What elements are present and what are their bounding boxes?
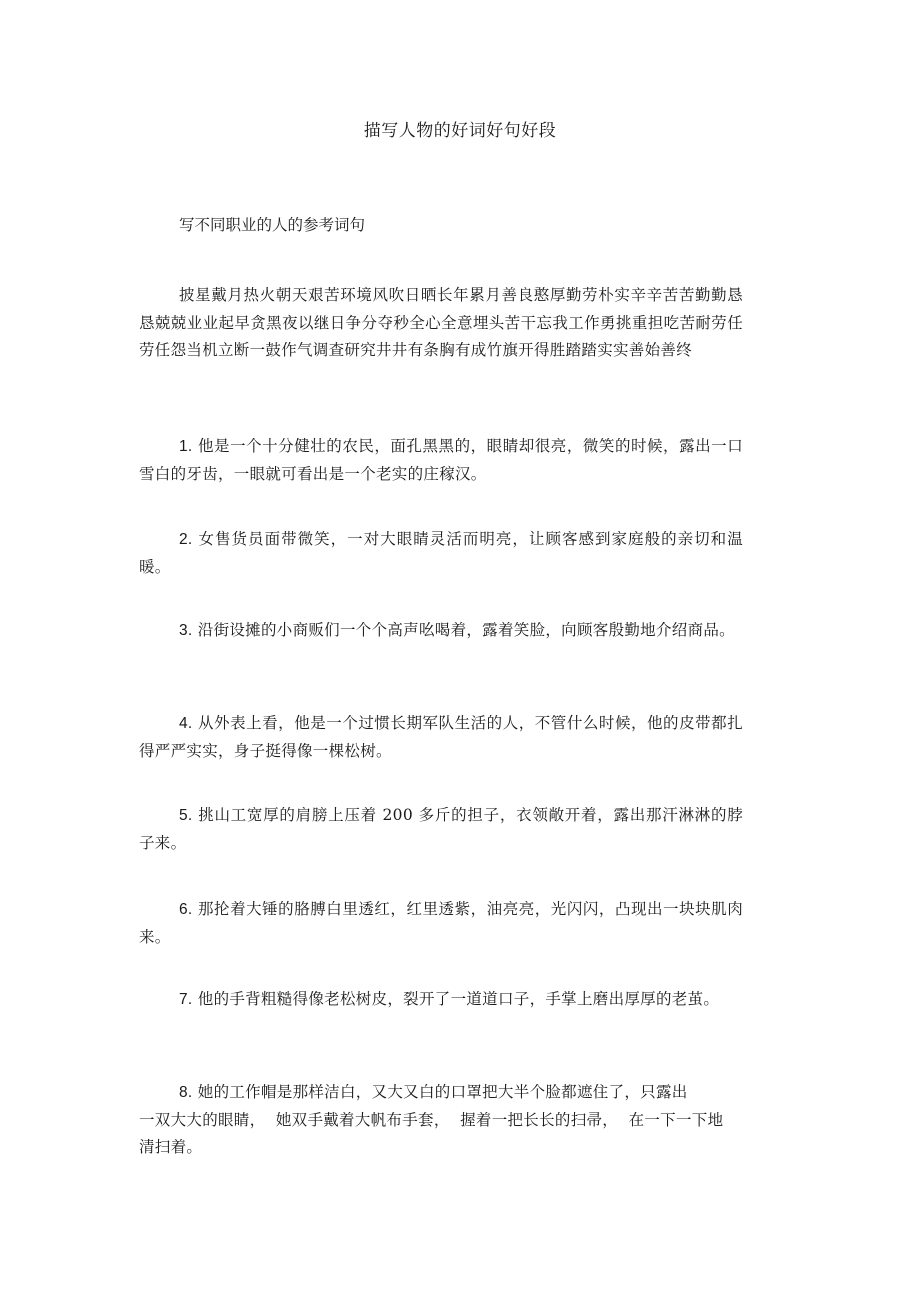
sentence-number: 8. (179, 1084, 193, 1101)
sentence-4 (139, 710, 743, 765)
sentence-line-2: 一双大大的眼睛， 她双手戴着大帆布手套， 握着一把长长的扫帚， 在一下一下地 (139, 1110, 724, 1129)
sentence-8 (139, 1079, 779, 1162)
sentence-text: 他的手背粗糙得像老松树皮，裂开了一道道口子，手掌上磨出厚厚的老茧。 (197, 990, 720, 1008)
sentence-1 (139, 433, 743, 488)
vocabulary-paragraph: 披星戴月热火朝天艰苦环境风吹日晒长年累月善良憨厚勤劳朴实辛辛苦苦勤勤恳恳兢兢业业起早贪黑夜以继日争分夺秒全心全意埋头苦干忘我工作勇挑重担吃苦耐劳任劳任怨当机立断一鼓作气调查研究井井有条胸有成竹旗开得胜踏踏实实善始善终 (139, 286, 743, 359)
sentence-3 (139, 617, 743, 645)
sentence-text: 他是一个十分健壮的农民，面孔黑黑的，眼睛却很亮，微笑的时候，露出一口雪白的牙齿，一眼就可看出是一个老实的庄稼汉。 (139, 437, 743, 483)
sentence-number: 1. (179, 438, 193, 455)
sentence-number: 3. (179, 622, 193, 639)
section-subtitle: 写不同职业的人的参考词句 (179, 216, 366, 234)
sentence-text: 女售货员面带微笑，一对大眼睛灵活而明亮，让顾客感到家庭般的亲切和温暖。 (139, 530, 743, 576)
sentence-number: 5. (179, 807, 193, 824)
document-title: 描写人物的好词好句好段 (363, 121, 557, 141)
sentence-text: 她的工作帽是那样洁白，又大又白的口罩把大半个脸都遮住了，只露出 (197, 1083, 688, 1101)
sentence-line-1 (139, 1079, 779, 1107)
sentence-text: 挑山工宽厚的肩膀上压着 200 多斤的担子，衣领敞开着，露出那汗淋淋的脖子来。 (139, 806, 743, 852)
sentence-number: 6. (179, 901, 193, 918)
sentence-number: 4. (179, 715, 193, 732)
sentence-2 (139, 526, 743, 581)
sentence-number: 7. (179, 991, 193, 1008)
sentence-text: 沿街设摊的小商贩们一个个高声吆喝着，露着笑脸，向顾客殷勤地介绍商品。 (197, 621, 735, 639)
sentence-number: 2. (179, 531, 193, 548)
sentence-text: 那抡着大锤的胳膊白里透红，红里透紫，油亮亮，光闪闪，凸现出一块块肌肉来。 (139, 900, 743, 946)
sentence-7 (139, 986, 743, 1014)
sentence-text: 从外表上看，他是一个过惯长期军队生活的人，不管什么时候，他的皮带都扎得严严实实，身子挺得像一棵松树。 (139, 714, 743, 760)
sentence-line-3: 清扫着。 (139, 1138, 203, 1156)
sentence-5 (139, 802, 743, 857)
sentence-6 (139, 896, 743, 951)
